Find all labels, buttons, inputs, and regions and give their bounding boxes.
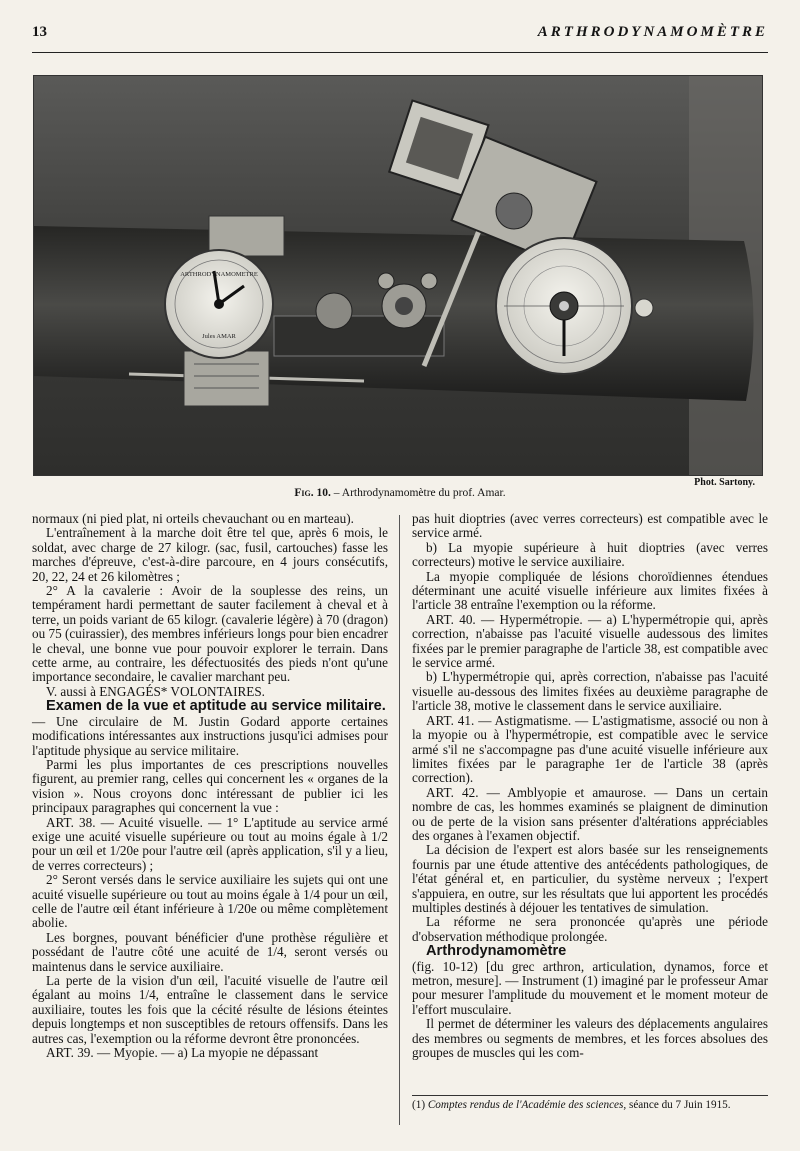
- paragraph: ART. 38. — Acuité visuelle. — 1° L'aptitude au service armé exige une acuité visuelle supérieure ou tout au moins égale à 1/2 pour un œil et 1/20e pour l'autre œil (après application, s'il y a lieu, de verres correcteurs) ;: [32, 814, 388, 873]
- paragraph: normaux (ni pied plat, ni orteils chevauchant ou en marteau).: [32, 511, 354, 526]
- paragraph: L'entraînement à la marche doit être tel que, après 6 mois, le soldat, avec charge de 27 kilogr. (sac, fusil, cartouches) fasse les marches d'épreuve, c'est-à-dire parcoure, en 4 jours consécutifs, 20, 22, 24 et 26 kilomètres ;: [32, 525, 388, 584]
- paragraph: (fig. 10-12) [du grec arthron, articulation, dynamos, force et metron, mesure]. — Instrument (1) imaginé par le professeur Amar pour mesurer l'amplitude du mouvement et le moment moteur de l'effort musculaire.: [412, 958, 768, 1017]
- left-dial-bottom-text: Jules AMAR: [202, 333, 236, 340]
- paragraph: Parmi les plus importantes de ces prescriptions nouvelles figurent, au premier rang, celles qui concernent les « organes de la vision ». Nous croyons donc intéressant de publier ici les principaux paragraphes qui concernent la vue :: [32, 756, 388, 816]
- footnote-marker: (1): [412, 1099, 426, 1111]
- page-header: [32, 22, 768, 53]
- arthrodynamometer-photo: [34, 76, 762, 475]
- cross-reference: V. aussi à ENGAGÉS* VOLONTAIRES.: [46, 683, 265, 699]
- left-dial-top-text: ARTHRODYNAMOMETRE: [180, 271, 258, 278]
- paragraph: ART. 39. — Myopie. — a) La myopie ne dépassant: [46, 1045, 319, 1061]
- footnote: [412, 1095, 768, 1112]
- paragraph: Il permet de déterminer les valeurs des déplacements angulaires des membres ou segments de membres, et les forces absolues des groupes de muscles qui les com-: [412, 1016, 768, 1061]
- right-column: [412, 512, 768, 1060]
- photo-credit: Phot. Sartony.: [694, 477, 755, 488]
- paragraph: 2° A la cavalerie : Avoir de la souplesse des reins, un tempérament hardi permettant de sauter facilement à cheval et à terre, un poids variant de 65 kilogr. (cavalerie légère) à 70 (dragon) ou 75 (cuirassier), des membres inférieurs longs pour bien encadrer le cheval, une bonne vue pour pouvoir explorer le terrain. Dans cette arme, au contraire, les défectuosités des pieds n'ont qu'une importance secondaire, le cavalier marchant peu.: [32, 583, 388, 685]
- paragraph: Les borgnes, pouvant bénéficier d'une prothèse régulière et possédant de l'autre côté une acuité de 1/4, seront versés ou maintenus dans le service auxiliaire.: [32, 929, 388, 974]
- left-column: [32, 512, 388, 1060]
- paragraph: pas huit dioptries (avec verres correcteurs) est compatible avec le service armé.: [412, 511, 768, 541]
- running-title: ARTHRODYNAMOMÈTRE: [537, 24, 768, 40]
- paragraph: ART. 40. — Hypermétropie. — a) L'hypermétropie qui, après correction, n'abaisse pas l'acuité visuelle audessous des limites fixées par le premier paragraphe de l'article 38, est compatible avec le service armé.: [412, 611, 768, 671]
- footnote-source: Comptes rendus de l'Académie des sciences,: [427, 1099, 627, 1111]
- paragraph: 2° Seront versés dans le service auxiliaire les sujets qui ont une acuité visuelle supérieure ou tout au moins égale à 1/4 pour un œil, celle de l'autre œil étant inférieure à 1/20e ou même complètement abolie.: [32, 872, 388, 931]
- column-divider: [399, 515, 400, 1125]
- figure-label: Fig. 10.: [294, 487, 331, 499]
- figure-caption-dash: –: [333, 487, 342, 499]
- footnote-date: séance du 7 Juin 1915.: [628, 1099, 731, 1111]
- paragraph: La réforme ne sera prononcée qu'après une période d'observation méthodique prolongée.: [412, 914, 768, 944]
- paragraph: ART. 41. — Astigmatisme. — L'astigmatisme, associé ou non à la myopie ou à l'hypermétropie, est compatible avec le service armé s'il ne s'accompagne pas d'une acuité visuelle inférieure aux limites fixées par le paragraphe 1er de l'article 38 (après correction).: [412, 712, 768, 786]
- paragraph: La décision de l'expert est alors basée sur les renseignements fournis par une étude attentive des antécédents pathologiques, de l'état général et, en particulier, du système nerveux ; l'expert s'appuiera, en outre, sur les résultats que lui apportent les procédés multiples destinés à déjouer les tentatives de simulation.: [412, 842, 768, 915]
- paragraph: ART. 42. — Amblyopie et amaurose. — Dans un certain nombre de cas, les hommes examinés se plaignent de diminution ou de perte de la vision sans présenter d'altérations appréciables des organes à l'examen objectif.: [412, 784, 768, 843]
- page-number: 13: [32, 24, 47, 40]
- figure-caption: [0, 487, 800, 499]
- paragraph: b) L'hypermétropie qui, après correction, n'abaisse pas l'acuité visuelle au-dessous des limites fixées au deuxième paragraphe de l'article 38, motive le classement dans le service auxiliaire.: [412, 669, 768, 714]
- figure-photograph: [33, 75, 763, 476]
- paragraph: La perte de la vision d'un œil, l'acuité visuelle de l'autre œil égalant au moins 1/4, entraîne le classement dans le service auxiliaire, toutes les fois que la cécité résulte de lésions éteintes depuis longtemps et non susceptibles de retours offensifs. Dans les autres cas, l'exemption ou la réforme devront être prononcées.: [32, 973, 388, 1046]
- paragraph: La myopie compliquée de lésions choroïdiennes étendues déterminant une acuité visuelle inférieure aux limites fixées à l'article 38 entraîne l'exemption ou la réforme.: [412, 568, 768, 613]
- section-heading: Arthrodynamomètre: [426, 943, 567, 960]
- section-heading: Examen de la vue et aptitude au service militaire.: [46, 698, 386, 715]
- paragraph: b) La myopie supérieure à huit dioptries (avec verres correcteurs) motive le service auxiliaire.: [412, 539, 768, 570]
- paragraph: — Une circulaire de M. Justin Godard apporte certaines modifications intéressantes aux instructions jusqu'ici admises pour l'aptitude physique au service militaire.: [32, 713, 388, 758]
- figure-caption-text: Arthrodynamomètre du prof. Amar.: [341, 487, 506, 499]
